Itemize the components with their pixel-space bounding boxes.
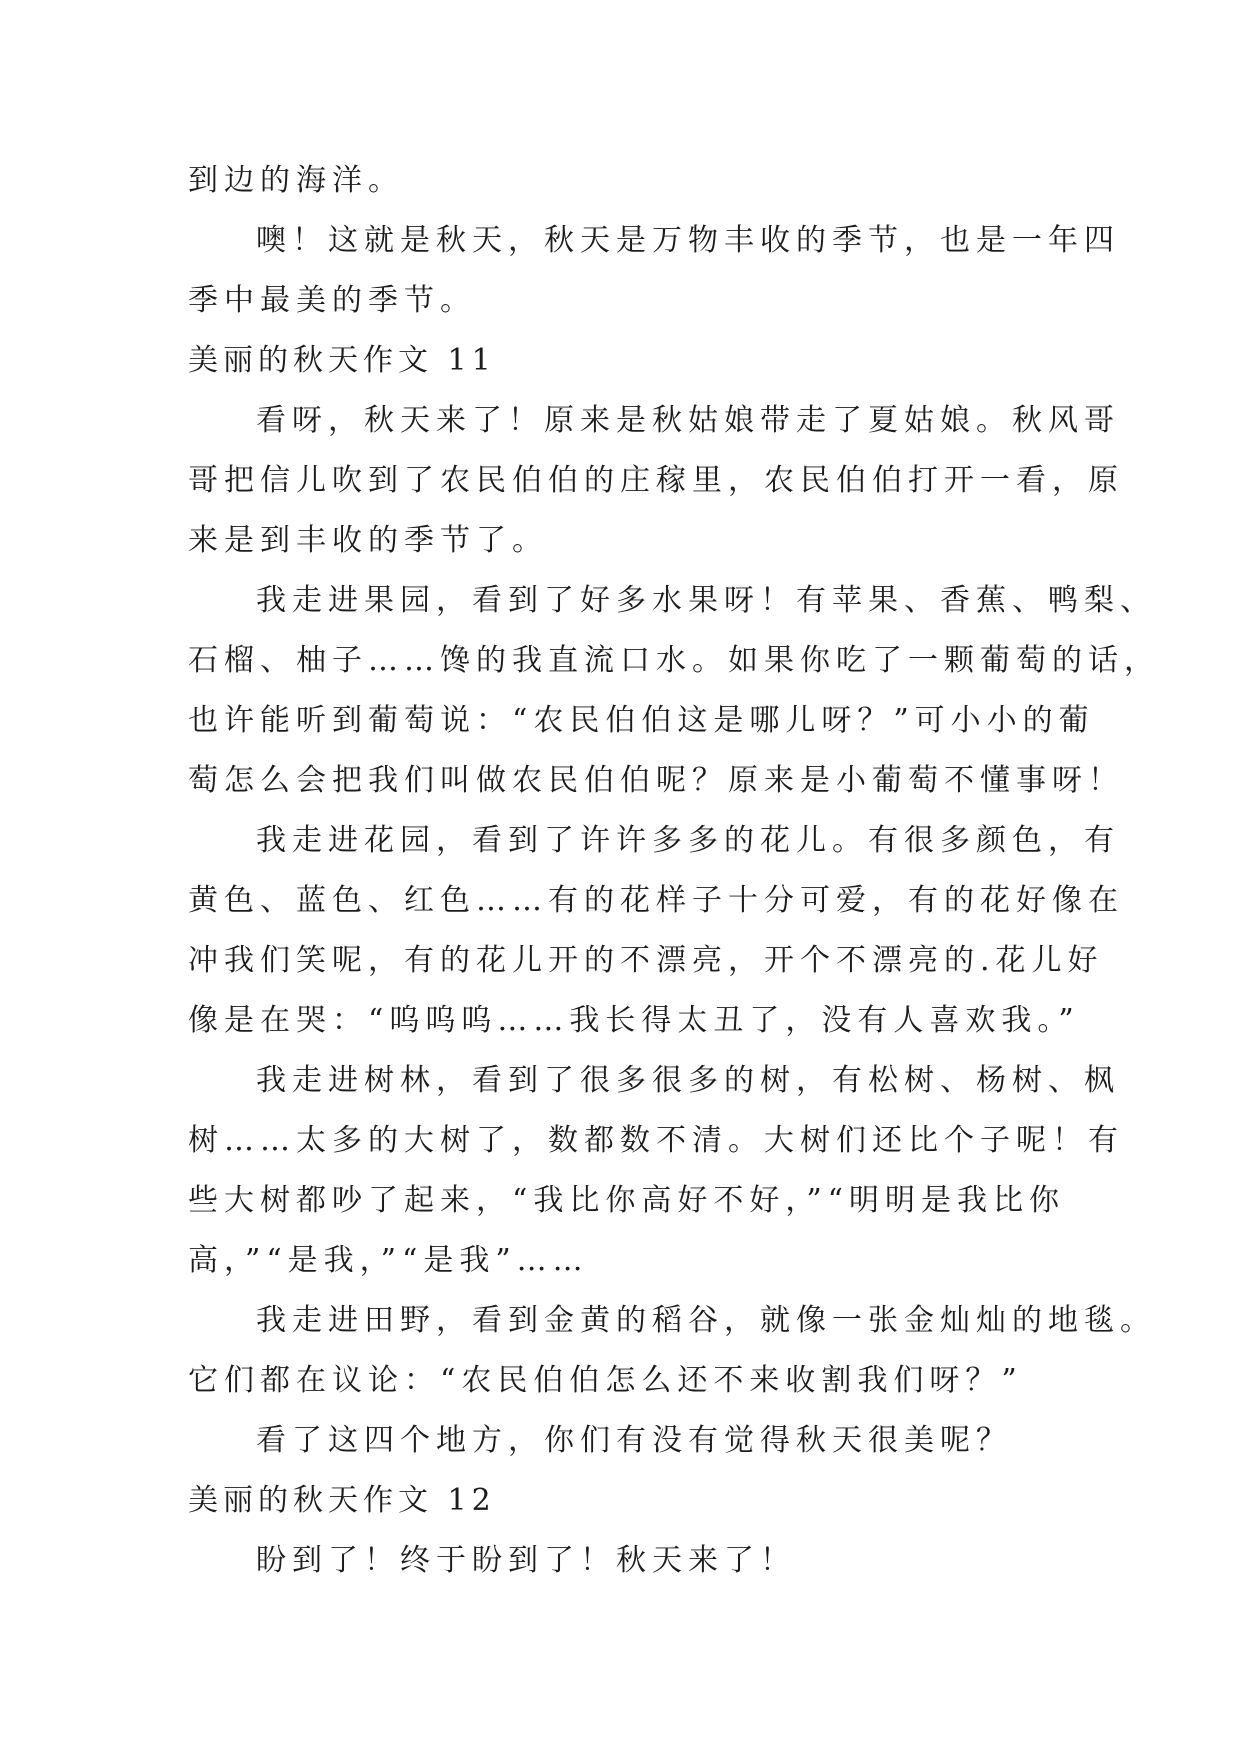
paragraph-line: 盼到了！终于盼到了！秋天来了！	[256, 1543, 796, 1578]
paragraph-line: 看了这四个地方，你们有没有觉得秋天很美呢？	[256, 1423, 1012, 1458]
paragraph-line: 些大树都吵了起来，“我比你高好不好，”“明明是我比你	[188, 1183, 1066, 1218]
paragraph-line: 萄怎么会把我们叫做农民伯伯呢？原来是小葡萄不懂事呀！	[188, 763, 1124, 798]
paragraph-line: 我走进花园，看到了许许多多的花儿。有很多颜色，有	[256, 823, 1120, 858]
paragraph-line: 我走进果园，看到了好多水果呀！有苹果、香蕉、鸭梨、	[256, 583, 1156, 618]
paragraph-line: 到边的海洋。	[188, 163, 404, 198]
paragraph-line: 季中最美的季节。	[188, 283, 476, 318]
paragraph-line: 高，”“是我，”“是我”……	[188, 1243, 589, 1278]
paragraph-line: 来是到丰收的季节了。	[188, 523, 548, 558]
section-heading: 美丽的秋天作文 11	[188, 343, 496, 378]
paragraph-line: 哥把信儿吹到了农民伯伯的庄稼里，农民伯伯打开一看，原	[188, 463, 1124, 498]
paragraph-line: 噢！这就是秋天，秋天是万物丰收的季节，也是一年四	[256, 223, 1120, 258]
paragraph-line: 石榴、柚子……馋的我直流口水。如果你吃了一颗葡萄的话，	[188, 643, 1160, 678]
section-heading: 美丽的秋天作文 12	[188, 1483, 496, 1518]
paragraph-line: 树……太多的大树了，数都数不清。大树们还比个子呢！有	[188, 1123, 1124, 1158]
paragraph-line: 黄色、蓝色、红色……有的花样子十分可爱，有的花好像在	[188, 883, 1124, 918]
paragraph-line: 看呀，秋天来了！原来是秋姑娘带走了夏姑娘。秋风哥	[256, 403, 1120, 438]
paragraph-line: 冲我们笑呢，有的花儿开的不漂亮，开个不漂亮的.花儿好	[188, 943, 1104, 978]
document-body	[188, 160, 1160, 1600]
paragraph-line: 它们都在议论：“农民伯伯怎么还不来收割我们呀？”	[188, 1363, 1023, 1398]
paragraph-line: 我走进树林，看到了很多很多的树，有松树、杨树、枫	[256, 1063, 1120, 1098]
paragraph-line: 也许能听到葡萄说：“农民伯伯这是哪儿呀？”可小小的葡	[188, 703, 1095, 738]
paragraph-line: 像是在哭：“呜呜呜……我长得太丑了，没有人喜欢我。”	[188, 1003, 1080, 1038]
paragraph-line: 我走进田野，看到金黄的稻谷，就像一张金灿灿的地毯。	[256, 1303, 1156, 1338]
